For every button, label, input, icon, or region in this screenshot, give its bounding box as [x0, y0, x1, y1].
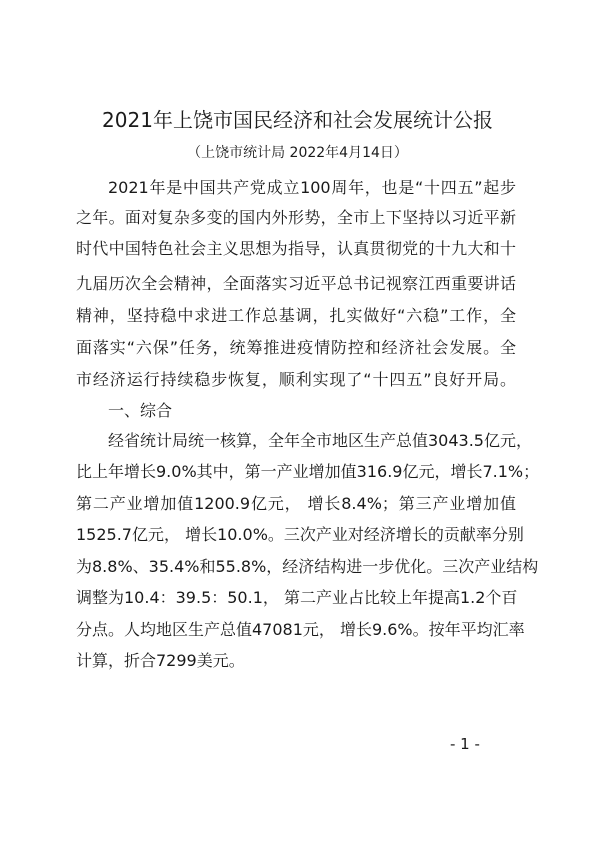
section-line-8: 计算，折合7299美元。	[76, 651, 245, 670]
intro-line-5: 精神，坚持稳中求进工作总基调，扎实做好“六稳”工作，全	[76, 306, 516, 325]
intro-line-7: 市经济运行持续稳步恢复，顺利实现了“十四五”良好开局。	[76, 370, 516, 389]
intro-line-2: 之年。面对复杂多变的国内外形势，全市上下坚持以习近平新	[76, 208, 516, 227]
section-line-1: 经省统计局统一核算，全年全市地区生产总值3043.5亿元，	[108, 431, 532, 450]
page-title: 2021年上饶市国民经济和社会发展统计公报	[102, 108, 493, 132]
section-line-7: 分点。人均地区生产总值47081元， 增长9.6%。按年平均汇率	[76, 620, 525, 639]
intro-line-6: 面落实“六保”任务，统筹推进疫情防控和经济社会发展。全	[76, 338, 516, 357]
page-subtitle: （上饶市统计局 2022年4月14日）	[187, 145, 408, 161]
section-line-2: 比上年增长9.0%其中，第一产业增加值316.9亿元，增长7.1%；	[76, 462, 540, 481]
intro-line-4: 九届历次全会精神，全面落实习近平总书记视察江西重要讲话	[76, 274, 516, 293]
section-line-6: 调整为10.4：39.5：50.1， 第二产业占比较上年提高1.2个百	[76, 588, 518, 607]
section-line-3: 第二产业增加值1200.9亿元， 增长8.4%；第三产业增加值	[76, 494, 516, 513]
section-line-5: 为8.8%、35.4%和55.8%，经济结构进一步优化。三次产业结构	[76, 557, 539, 576]
section-heading: 一、综合	[108, 401, 173, 420]
page-number: - 1 -	[450, 735, 480, 753]
intro-line-3: 时代中国特色社会主义思想为指导，认真贯彻党的十九大和十	[76, 239, 516, 258]
intro-line-1: 2021年是中国共产党成立100周年，也是“十四五”起步	[108, 178, 516, 197]
section-line-4: 1525.7亿元， 增长10.0%。三次产业对经济增长的贡献率分别	[76, 525, 524, 544]
